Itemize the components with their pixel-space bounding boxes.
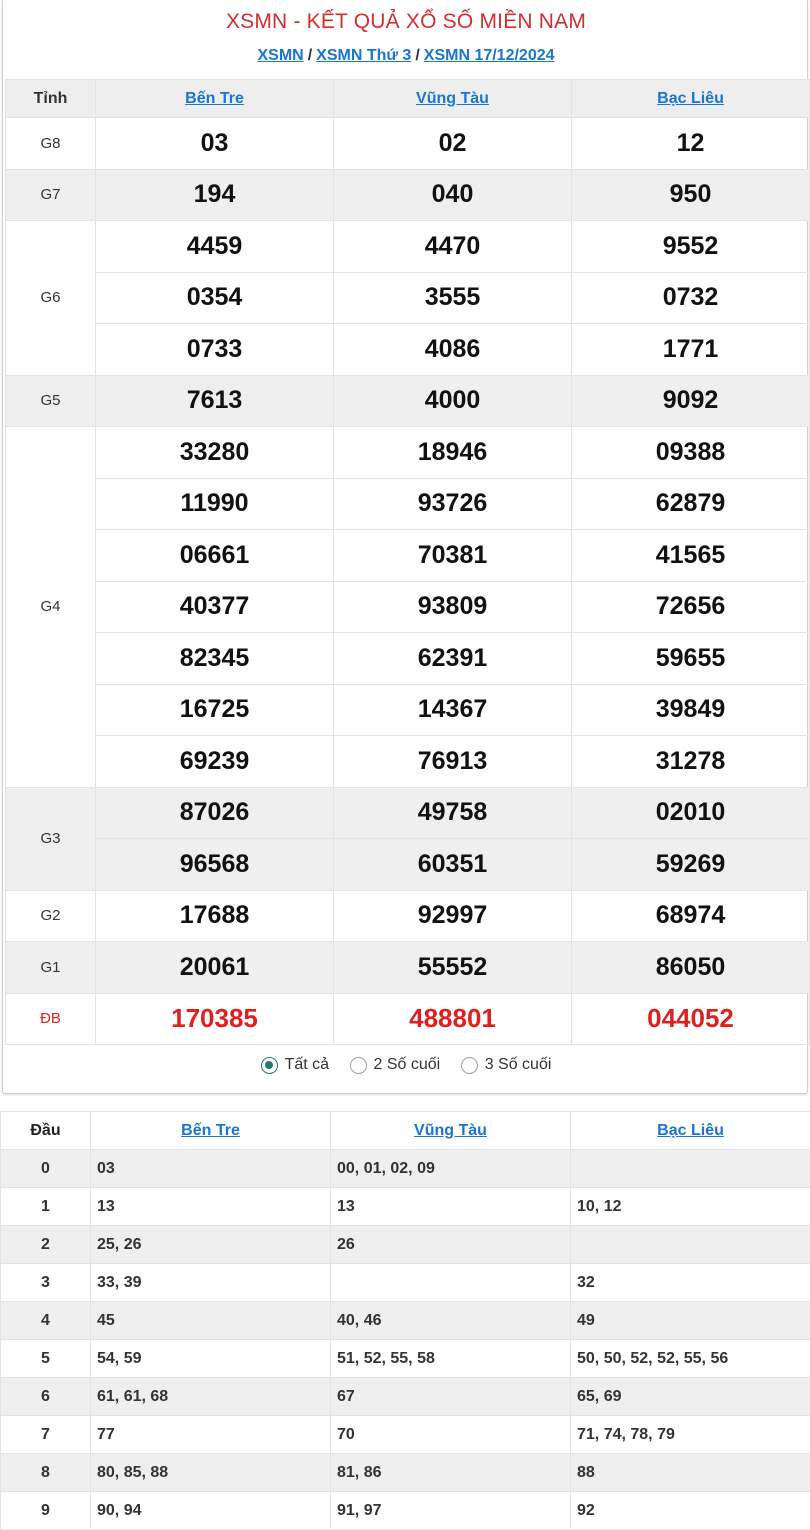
prize-number: 09388	[572, 427, 810, 479]
prize-label: G7	[6, 169, 96, 221]
prize-number: 72656	[572, 581, 810, 633]
prize-row	[6, 581, 810, 633]
prize-number: 14367	[334, 684, 572, 736]
prize-number: 92997	[334, 890, 572, 942]
loto-values: 67	[331, 1378, 571, 1416]
prize-row	[6, 118, 810, 170]
breadcrumb	[3, 47, 809, 65]
loto-values: 71, 74, 78, 79	[571, 1416, 810, 1454]
loto-values: 70	[331, 1416, 571, 1454]
prize-label: G4	[6, 427, 96, 788]
prize-number: 0354	[96, 272, 334, 324]
loto-values: 40, 46	[331, 1302, 571, 1340]
prize-row	[6, 736, 810, 788]
province-header-ben-tre	[96, 80, 334, 118]
loto-values: 81, 86	[331, 1454, 571, 1492]
loto-values: 80, 85, 88	[91, 1454, 331, 1492]
prize-number: 11990	[96, 478, 334, 530]
prize-number: 18946	[334, 427, 572, 479]
prize-number: 02010	[572, 787, 810, 839]
prize-number: 41565	[572, 530, 810, 582]
loto-values: 77	[91, 1416, 331, 1454]
prize-number: 12	[572, 118, 810, 170]
prize-number: 33280	[96, 427, 334, 479]
prize-row	[6, 272, 810, 324]
filter-option-last-2[interactable]	[350, 1056, 441, 1074]
loto-row	[1, 1378, 810, 1416]
loto-values: 26	[331, 1226, 571, 1264]
prize-number: 02	[334, 118, 572, 170]
prize-row	[6, 221, 810, 273]
loto-values: 65, 69	[571, 1378, 810, 1416]
head-digit: 0	[1, 1150, 91, 1188]
prize-number: 60351	[334, 839, 572, 891]
prize-number: 62391	[334, 633, 572, 685]
loto-values: 13	[331, 1188, 571, 1226]
filter-option-all[interactable]	[261, 1056, 329, 1074]
loto-values: 61, 61, 68	[91, 1378, 331, 1416]
prize-number: 9092	[572, 375, 810, 427]
prize-number: 59655	[572, 633, 810, 685]
filter-option-label: 2 Số cuối	[373, 1056, 441, 1073]
results-header-row	[6, 80, 810, 118]
loto-row	[1, 1226, 810, 1264]
prize-number: 3555	[334, 272, 572, 324]
prize-number: 1771	[572, 324, 810, 376]
breadcrumb-link-xsmn[interactable]: XSMN	[257, 47, 304, 64]
loto-values: 90, 94	[91, 1492, 331, 1530]
loto-header-ben-tre	[91, 1112, 331, 1150]
province-link-bac-lieu[interactable]: Bạc Liêu	[657, 89, 724, 107]
loto-values: 03	[91, 1150, 331, 1188]
head-digit: 9	[1, 1492, 91, 1530]
loto-row	[1, 1492, 810, 1530]
prize-number: 87026	[96, 787, 334, 839]
loto-values: 54, 59	[91, 1340, 331, 1378]
breadcrumb-link-date[interactable]: XSMN 17/12/2024	[423, 47, 555, 64]
prize-number: 20061	[96, 942, 334, 994]
prize-number: 0732	[572, 272, 810, 324]
prize-number: 03	[96, 118, 334, 170]
head-digit: 6	[1, 1378, 91, 1416]
head-digit: 8	[1, 1454, 91, 1492]
loto-values	[331, 1264, 571, 1302]
results-card	[2, 0, 808, 1094]
head-digit: 4	[1, 1302, 91, 1340]
prize-number: 0733	[96, 324, 334, 376]
prize-number: 9552	[572, 221, 810, 273]
prize-number: 40377	[96, 581, 334, 633]
breadcrumb-separator: /	[415, 47, 420, 64]
prize-row	[6, 324, 810, 376]
breadcrumb-link-weekday[interactable]: XSMN Thứ 3	[316, 47, 412, 64]
prize-row	[6, 375, 810, 427]
loto-row	[1, 1340, 810, 1378]
prize-row	[6, 684, 810, 736]
prize-number: 69239	[96, 736, 334, 788]
loto-values: 91, 97	[331, 1492, 571, 1530]
loto-table	[0, 1111, 810, 1530]
loto-header-row	[1, 1112, 810, 1150]
prize-label: G3	[6, 787, 96, 890]
prize-number: 4000	[334, 375, 572, 427]
loto-values: 32	[571, 1264, 810, 1302]
prize-label: G8	[6, 118, 96, 170]
prize-label: G1	[6, 942, 96, 994]
loto-values: 33, 39	[91, 1264, 331, 1302]
head-digit: 5	[1, 1340, 91, 1378]
head-digit: 1	[1, 1188, 91, 1226]
head-digit-column-header: Đầu	[1, 1112, 91, 1150]
prize-row	[6, 478, 810, 530]
province-header-bac-lieu	[572, 80, 810, 118]
prize-row	[6, 942, 810, 994]
loto-values	[571, 1226, 810, 1264]
page-title: XSMN - KẾT QUẢ XỔ SỐ MIỀN NAM	[225, 10, 587, 33]
loto-row	[1, 1188, 810, 1226]
loto-values: 25, 26	[91, 1226, 331, 1264]
prize-row	[6, 839, 810, 891]
prize-number: 950	[572, 169, 810, 221]
prize-number: 4459	[96, 221, 334, 273]
prize-number: 040	[334, 169, 572, 221]
loto-values: 51, 52, 55, 58	[331, 1340, 571, 1378]
prize-number: 194	[96, 169, 334, 221]
prize-label: ĐB	[6, 993, 96, 1045]
prize-number: 31278	[572, 736, 810, 788]
prize-number: 76913	[334, 736, 572, 788]
head-digit: 7	[1, 1416, 91, 1454]
prize-number: 06661	[96, 530, 334, 582]
prize-number: 49758	[334, 787, 572, 839]
loto-row	[1, 1454, 810, 1492]
province-link-ben-tre[interactable]: Bến Tre	[185, 89, 244, 107]
special-prize-number: 044052	[572, 993, 810, 1045]
loto-row	[1, 1416, 810, 1454]
prize-row	[6, 427, 810, 479]
loto-body	[1, 1150, 810, 1530]
prize-number: 17688	[96, 890, 334, 942]
loto-values: 92	[571, 1492, 810, 1530]
prize-number: 4470	[334, 221, 572, 273]
loto-row	[1, 1264, 810, 1302]
loto-values: 13	[91, 1188, 331, 1226]
prize-number: 4086	[334, 324, 572, 376]
radio-selected-icon[interactable]	[261, 1057, 278, 1074]
results-table	[5, 79, 810, 1045]
prize-number: 96568	[96, 839, 334, 891]
prize-row	[6, 530, 810, 582]
filter-option-label: 3 Số cuối	[484, 1056, 552, 1073]
filter-option-label: Tất cả	[284, 1056, 330, 1073]
loto-values: 10, 12	[571, 1188, 810, 1226]
prize-number: 55552	[334, 942, 572, 994]
special-prize-number: 488801	[334, 993, 572, 1045]
province-header-vung-tau	[334, 80, 572, 118]
prize-number: 82345	[96, 633, 334, 685]
province-link-vung-tau[interactable]: Vũng Tàu	[416, 89, 489, 107]
prize-row	[6, 169, 810, 221]
loto-values: 88	[571, 1454, 810, 1492]
prize-number: 59269	[572, 839, 810, 891]
prize-number: 93726	[334, 478, 572, 530]
prize-row	[6, 993, 810, 1045]
head-digit: 2	[1, 1226, 91, 1264]
loto-row	[1, 1150, 810, 1188]
loto-values: 00, 01, 02, 09	[331, 1150, 571, 1188]
loto-values: 49	[571, 1302, 810, 1340]
prize-number: 70381	[334, 530, 572, 582]
loto-header-bac-lieu	[571, 1112, 810, 1150]
radio-icon[interactable]	[350, 1057, 367, 1074]
prize-row	[6, 633, 810, 685]
loto-province-link-ben-tre[interactable]: Bến Tre	[181, 1121, 240, 1139]
loto-values	[571, 1150, 810, 1188]
head-digit: 3	[1, 1264, 91, 1302]
prize-number: 7613	[96, 375, 334, 427]
digit-filter	[3, 1056, 809, 1079]
prize-number: 93809	[334, 581, 572, 633]
prize-row	[6, 787, 810, 839]
prize-number: 68974	[572, 890, 810, 942]
prize-number: 86050	[572, 942, 810, 994]
radio-icon[interactable]	[461, 1057, 478, 1074]
breadcrumb-separator: /	[307, 47, 313, 64]
loto-row	[1, 1302, 810, 1340]
loto-province-link-bac-lieu[interactable]: Bạc Liêu	[657, 1121, 724, 1139]
loto-values: 50, 50, 52, 52, 55, 56	[571, 1340, 810, 1378]
loto-header-vung-tau	[331, 1112, 571, 1150]
prize-number: 39849	[572, 684, 810, 736]
loto-values: 45	[91, 1302, 331, 1340]
results-body	[6, 118, 810, 1045]
prize-label: G2	[6, 890, 96, 942]
loto-province-link-vung-tau[interactable]: Vũng Tàu	[414, 1121, 487, 1139]
filter-option-last-3[interactable]	[461, 1056, 552, 1074]
prize-row	[6, 890, 810, 942]
province-column-header: Tỉnh	[6, 80, 96, 118]
prize-number: 16725	[96, 684, 334, 736]
special-prize-number: 170385	[96, 993, 334, 1045]
prize-number: 62879	[572, 478, 810, 530]
prize-label: G5	[6, 375, 96, 427]
prize-label: G6	[6, 221, 96, 376]
